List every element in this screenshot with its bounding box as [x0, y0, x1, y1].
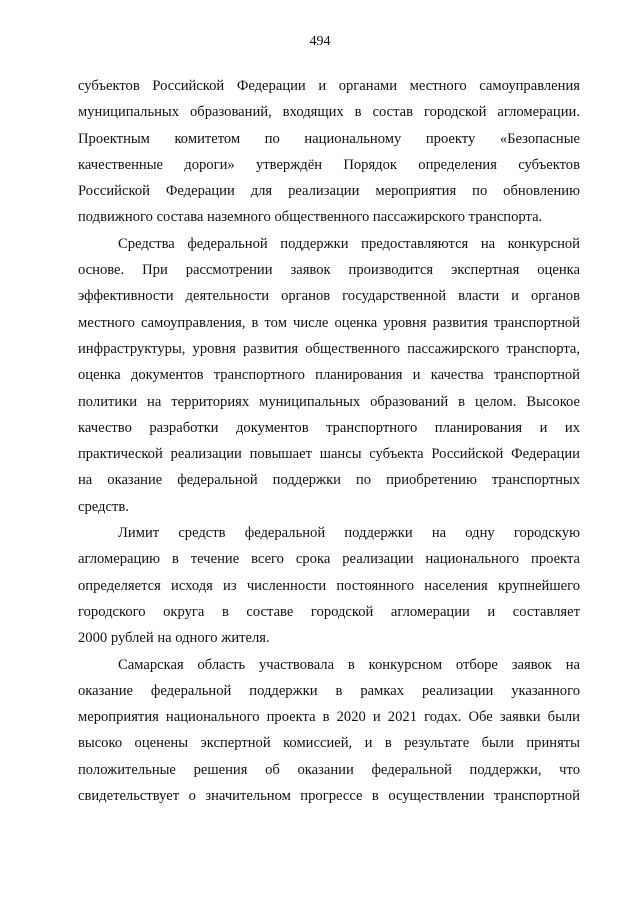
- text-line: муниципальных образований, входящих в состав городской агломерации.: [78, 104, 580, 121]
- text-line: определяется исходя из численности постоянного населения крупнейшего: [78, 577, 580, 594]
- text-line: Проектным комитетом по национальному проекту «Безопасные: [78, 130, 580, 147]
- text-line: эффективности деятельности органов государственной власти и органов: [78, 288, 580, 305]
- text-line: основе. При рассмотрении заявок производится экспертная оценка: [78, 262, 580, 279]
- text-line: агломерацию в течение всего срока реализации национального проекта: [78, 551, 580, 568]
- text-line: практической реализации повышает шансы субъекта Российской Федерации: [78, 446, 580, 463]
- text-line: качественные дороги» утверждён Порядок определения субъектов: [78, 156, 580, 173]
- text-line: городского округа в составе городской агломерации и составляет: [78, 603, 580, 620]
- page-number: 494: [309, 34, 331, 49]
- text-line: оценка документов транспортного планирования и качества транспортной: [78, 367, 580, 384]
- text-line: Российской Федерации для реализации мероприятия по обновлению: [78, 183, 580, 200]
- text-line: Средства федеральной поддержки предоставляются на конкурсной: [118, 235, 580, 252]
- text-line: местного самоуправления, в том числе оценка уровня развития транспортной: [78, 314, 580, 331]
- text-line: свидетельствует о значительном прогрессе в осуществлении транспортной: [78, 788, 580, 805]
- text-line: 2000 рублей на одного жителя.: [78, 630, 270, 647]
- text-line: подвижного состава наземного общественного пассажирского транспорта.: [78, 209, 543, 226]
- text-line: субъектов Российской Федерации и органами местного самоуправления: [78, 78, 580, 94]
- text-line: Самарская область участвовала в конкурсном отборе заявок на: [118, 656, 580, 673]
- text-line: на оказание федеральной поддержки по приобретению транспортных: [78, 472, 580, 489]
- text-line: Лимит средств федеральной поддержки на одну городскую: [118, 525, 580, 542]
- text-line: высоко оценены экспертной комиссией, и в результате были приняты: [78, 735, 580, 752]
- document-body: [78, 73, 580, 809]
- text-line: средств.: [78, 498, 129, 515]
- text-line: мероприятия национального проекта в 2020 и 2021 годах. Обе заявки были: [78, 709, 580, 726]
- text-line: политики на территориях муниципальных образований в целом. Высокое: [78, 393, 580, 410]
- text-line: оказание федеральной поддержки в рамках реализации указанного: [78, 682, 580, 699]
- text-line: качество разработки документов транспортного планирования и их: [78, 419, 580, 436]
- text-line: инфраструктуры, уровня развития общественного пассажирского транспорта,: [78, 340, 580, 357]
- text-line: положительные решения об оказании федеральной поддержки, что: [78, 761, 580, 778]
